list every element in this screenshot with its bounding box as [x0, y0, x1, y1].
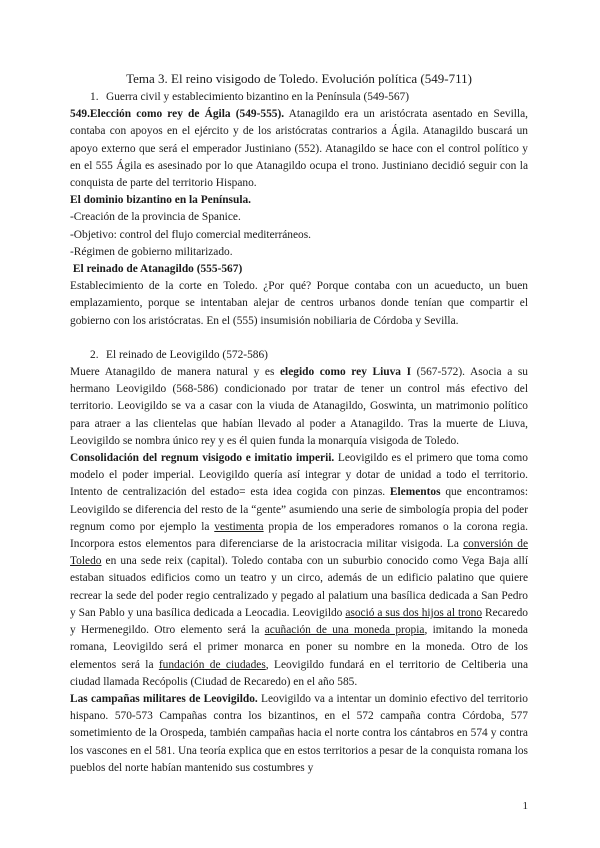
- section-1-p1-text: Atanagildo era un aristócrata asentado en Sevilla, contaba con apoyos en el ejército y de los aristócratas contrarios a Ágila. Atanagildo buscará un apoyo externo que será el emperador Justiniano (552). Atanagildo se hace con el control político y en el 555 Ágila es asesinado por lo que Atanagildo ocupa el trono. Justiniano decidió seguir con la conquista de parte del territorio Hispano.: [70, 108, 528, 190]
- text-run: en una sede reix (capital). Toledo contaba con un suburbio conocido como Vega Baja allí estaban situados edificios como un teatro y un circo, además de un edificio palatino que quiere recrear la sede del poder regio centralizado y pegado al palatium una basílica dedicada a San Pedro y San Pablo y una basílica dedicada a Leocadia. Leovigildo: [70, 555, 528, 619]
- document-page: [70, 70, 528, 777]
- text-run-underline: conversión de Toledo: [70, 538, 529, 568]
- subheading-reinado-atanagildo: El reinado de Atanagildo (555-567): [70, 263, 243, 276]
- text-run-bold: Las campañas militares de Leovigildo.: [70, 692, 258, 705]
- section-2-paragraph-2: [70, 450, 528, 691]
- text-run: , imitando la moneda romana, Leovigildo será el primer monarca en poner su nombre en la moneda. Otro de los elementos será la: [70, 624, 528, 671]
- text-run-bold: Elementos: [389, 486, 441, 499]
- text-run: , Leovigildo fundará en el territorio de Celtiberia una ciudad llamada Recópolis (Ciudad de Recaredo) en el año 585.: [70, 658, 528, 688]
- section-2-paragraph-3: [70, 691, 528, 777]
- section-1-paragraph-1: [70, 106, 528, 192]
- section-2-heading-text: El reinado de Leovigildo (572-586): [106, 348, 268, 361]
- text-run: Recaredo y Hermenegildo. Otro elemento será la: [70, 606, 528, 637]
- section-1-number: 1.: [90, 91, 99, 103]
- bullet-item: -Régimen de gobierno militarizado.: [70, 245, 233, 258]
- text-run: Muere Atanagildo de manera natural y es: [70, 366, 280, 379]
- section-1-heading-text: Guerra civil y establecimiento bizantino en la Península (549-567): [106, 91, 410, 103]
- text-run: Leovigildo va a intentar un dominio efectivo del territorio hispano. 570-573 Campañas contra los bizantinos, en el 572 campaña contra Córdoba, 577 sometimiento de la Orospeda, también campañas hacia el norte contra los cántabros en 574 y contra los vascones en el 581. Una teoría explica que en estos territorios a pesar de la conquista romana los pueblos del norte habían mantenido sus costumbres y: [70, 692, 528, 774]
- text-run: (567-572). Asocia a su hermano Leovigildo (568-586) condicionado por tratar de tener un control más efectivo del territorio. Leovigildo se va a casar con la viuda de Atanagildo, Goswinta, un matrimonio político para atraer a las clientelas que habían llevado al poder a Atanagildo. Tras la muerte de Liuva, Leovigildo se nombra único rey y es él quien funda la monarquía visigoda de Toledo.: [70, 366, 528, 447]
- section-2-paragraph-1: [70, 364, 528, 450]
- page-number: 1: [522, 800, 528, 812]
- text-run-underline: asoció a sus dos hijos al trono: [345, 606, 483, 619]
- section-1-heading: [90, 89, 528, 106]
- bullet-item: -Creación de la provincia de Spanice.: [70, 211, 241, 224]
- section-2-number: 2.: [90, 348, 99, 361]
- spacer: [70, 330, 528, 347]
- subheading-dominio-bizantino: El dominio bizantino en la Península.: [70, 194, 252, 207]
- text-run-bold: elegido como rey Liuva I: [279, 366, 412, 379]
- text-run: Leovigildo es el primero que toma como modelo el poder imperial. Leovigildo quería así integrar y dotar de unidad a todo el territorio. Intento de centralización del estado= esta idea cogida con pinzas.: [70, 452, 528, 499]
- section-1-p1-bold: 549.Elección como rey de Ágila (549-555).: [70, 108, 285, 121]
- text-run-underline: acuñación de una moneda propia: [264, 624, 425, 637]
- text-run-bold: Consolidación del regnum visigodo e imitatio imperii.: [70, 452, 335, 465]
- section-2-heading: [90, 347, 528, 364]
- text-run: que encontramos: Leovigildo se diferencia del resto de la “gente” asumiendo una serie de simbología propia del poder regnum como por ejemplo la: [70, 486, 528, 533]
- bullet-item: -Objetivo: control del flujo comercial mediterráneos.: [70, 228, 312, 241]
- text-run: propia de los emperadores romanos o la corona regia. Incorpora estos elementos para diferenciarse de la aristocracia militar visigoda. La: [70, 520, 528, 551]
- section-1-paragraph-2: Establecimiento de la corte en Toledo. ¿Por qué? Porque contaba con un acueducto, un buen emplazamiento, porque se intentaban alejar de centros urbanos donde tenían que compartir el gobierno con los aristócratas. En el (555) insumisión nobiliaria de Córdoba y Sevilla.: [70, 280, 528, 327]
- document-title: Tema 3. El reino visigodo de Toledo. Evolución política (549-711): [126, 71, 472, 86]
- text-run-underline: vestimenta: [214, 520, 264, 533]
- text-run-underline: fundación de ciudades: [158, 658, 266, 671]
